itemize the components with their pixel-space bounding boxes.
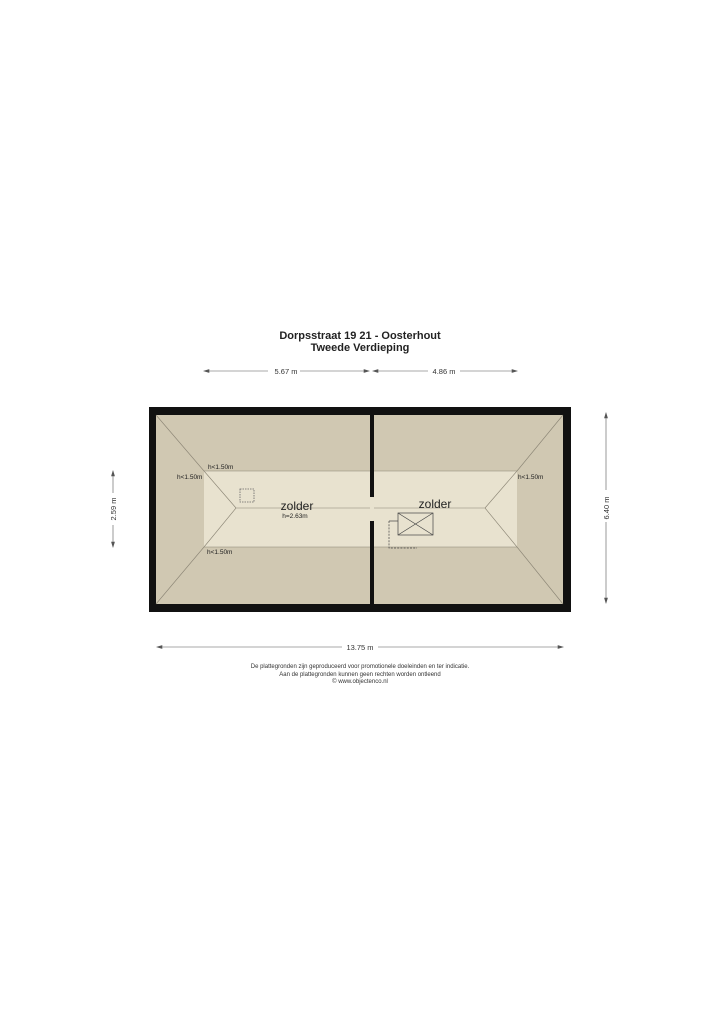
- room-right-name: zolder: [418, 497, 452, 511]
- floor-name: Tweede Verdieping: [310, 342, 410, 354]
- disclaimer-line-3: © www.objectenco.nl: [332, 679, 388, 685]
- dim-top-left-label: 5.67 m: [274, 367, 298, 376]
- dim-left-label: 2.59 m: [109, 497, 118, 521]
- height-label-right-side: h<1.50m: [518, 474, 544, 481]
- room-right: [374, 415, 563, 604]
- dimension-top: [204, 370, 517, 373]
- disclaimer-line-2: Aan de plattegronden kunnen geen rechten worden ontleend: [279, 671, 441, 678]
- dim-bottom-label: 13.75 m: [346, 643, 374, 652]
- room-left-name: zolder: [280, 499, 314, 513]
- height-label-left-top: h<1.50m: [208, 464, 234, 471]
- disclaimer-line-1: De plattegronden zijn geproduceerd voor promotionele doeleinden en ter indicatie.: [250, 664, 470, 670]
- dim-right-label: 6.40 m: [602, 496, 611, 520]
- room-left: [156, 415, 370, 604]
- dim-top-right-label: 4.86 m: [432, 367, 456, 376]
- plan-title: Dorpsstraat 19 21 - Oosterhout: [279, 330, 441, 342]
- height-label-left-bottom: h<1.50m: [207, 549, 233, 556]
- room-left-height: h=2.63m: [282, 513, 308, 520]
- doorway: [370, 497, 374, 521]
- height-label-left-side: h<1.50m: [177, 474, 203, 481]
